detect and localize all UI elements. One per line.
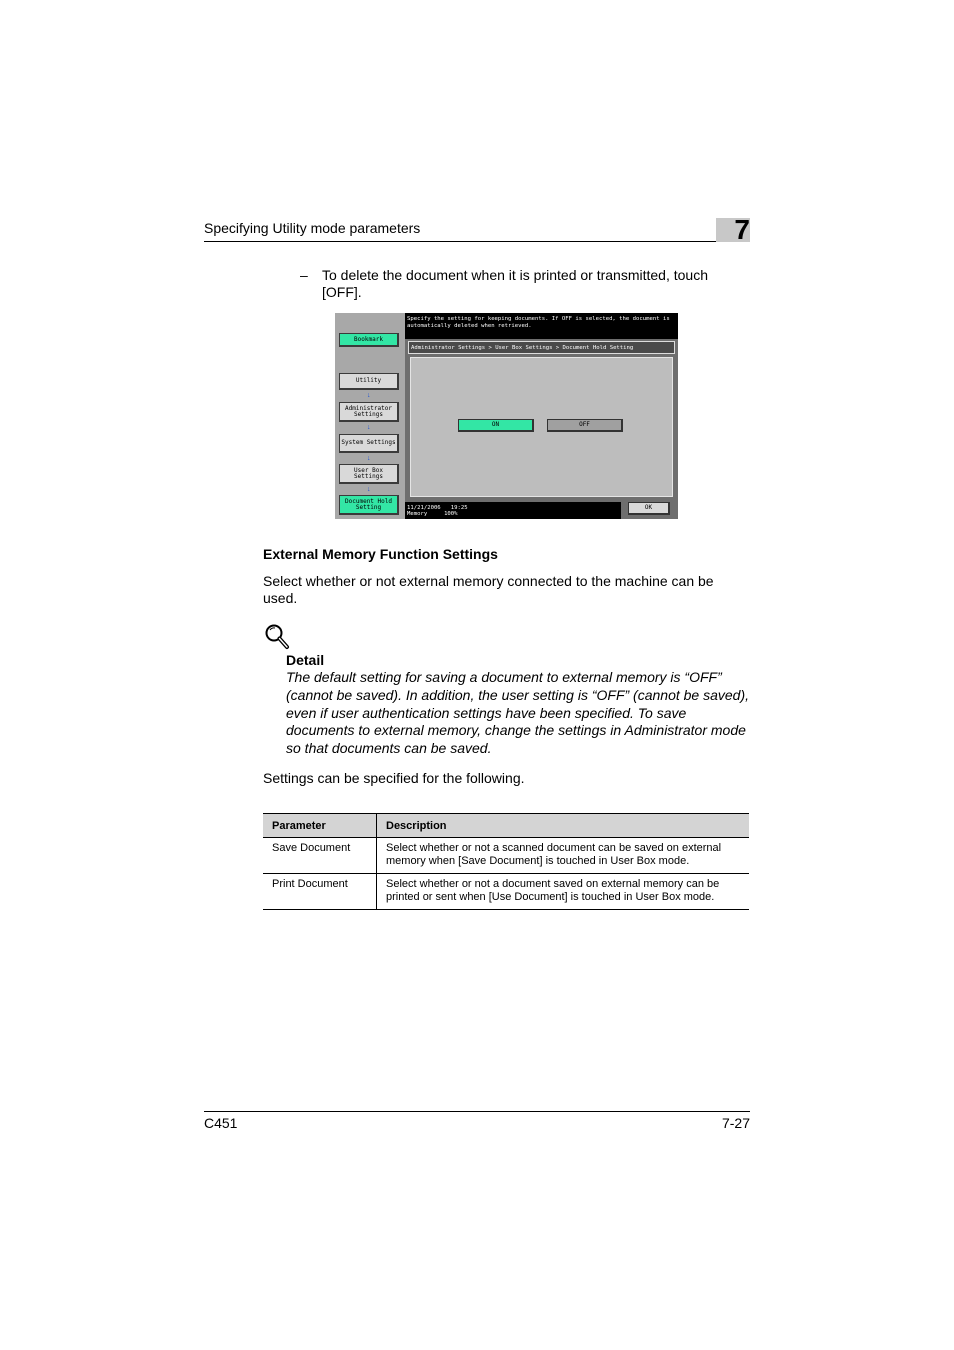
screen-message: Specify the setting for keeping documents. If OFF is selected, the document is automatically deleted when retrieved.: [405, 313, 678, 339]
off-button[interactable]: OFF: [547, 419, 623, 432]
status-date: 11/21/2006: [407, 505, 441, 511]
ok-button[interactable]: OK: [628, 502, 670, 515]
administrator-settings-button[interactable]: Administrator Settings: [339, 402, 399, 422]
status-memory-label: Memory: [407, 511, 428, 517]
utility-button[interactable]: Utility: [339, 373, 399, 390]
detail-label: Detail: [286, 652, 325, 668]
detail-text: The default setting for saving a document to external memory is “OFF” (cannot be saved). In addition, the user setting is “OFF” (cannot be saved), even if user authentication settings have been specified. To save documents to external memory, change the settings in Administrator mode so that documents can be saved.: [286, 669, 750, 757]
system-settings-button[interactable]: System Settings: [339, 434, 399, 453]
document-hold-setting-button[interactable]: Document Hold Setting: [339, 495, 399, 515]
table-header-row: [263, 814, 749, 838]
column-header-parameter: Parameter: [263, 814, 377, 838]
running-header-title: Specifying Utility mode parameters: [204, 220, 421, 236]
screen-breadcrumb: Administrator Settings > User Box Settings > Document Hold Setting: [408, 341, 675, 354]
description-cell: Select whether or not a scanned document can be saved on external memory when [Save Document] is touched in User Box mode.: [377, 838, 750, 874]
parameter-cell: Save Document: [263, 838, 377, 874]
screen-settings-panel: [410, 357, 673, 497]
step-text: To delete the document when it is printed or transmitted, touch [OFF].: [322, 267, 708, 300]
description-cell: Select whether or not a document saved on external memory can be printed or sent when [Use Document] is touched in User Box mode.: [377, 874, 750, 910]
footer-rule: [204, 1111, 750, 1112]
header-rule: [204, 241, 750, 242]
parameter-table: [263, 813, 749, 910]
down-arrow-icon: ↓: [367, 486, 371, 493]
chapter-number: 7: [734, 214, 750, 245]
device-screenshot: [335, 313, 678, 519]
screen-status-bar: [405, 502, 621, 519]
down-arrow-icon: ↓: [367, 392, 371, 399]
bookmark-button[interactable]: Bookmark: [339, 333, 399, 347]
section-heading: External Memory Function Settings: [263, 546, 498, 562]
table-row: [263, 838, 749, 874]
footer-page-number: 7-27: [721, 1115, 750, 1131]
step-dash: –: [300, 267, 308, 283]
settings-intro: Settings can be specified for the following.: [263, 770, 525, 786]
parameter-cell: Print Document: [263, 874, 377, 910]
magnifier-icon: [264, 623, 290, 651]
column-header-description: Description: [377, 814, 750, 838]
on-button[interactable]: ON: [458, 419, 534, 432]
section-body: Select whether or not external memory connected to the machine can be used.: [263, 573, 714, 606]
user-box-settings-button[interactable]: User Box Settings: [339, 464, 399, 484]
footer-model: C451: [204, 1115, 238, 1131]
down-arrow-icon: ↓: [367, 424, 371, 431]
screen-left-nav: [335, 313, 405, 519]
down-arrow-icon: ↓: [367, 455, 371, 462]
table-row: [263, 874, 749, 910]
status-memory-value: 100%: [444, 511, 458, 517]
status-time: 19:25: [450, 505, 468, 511]
